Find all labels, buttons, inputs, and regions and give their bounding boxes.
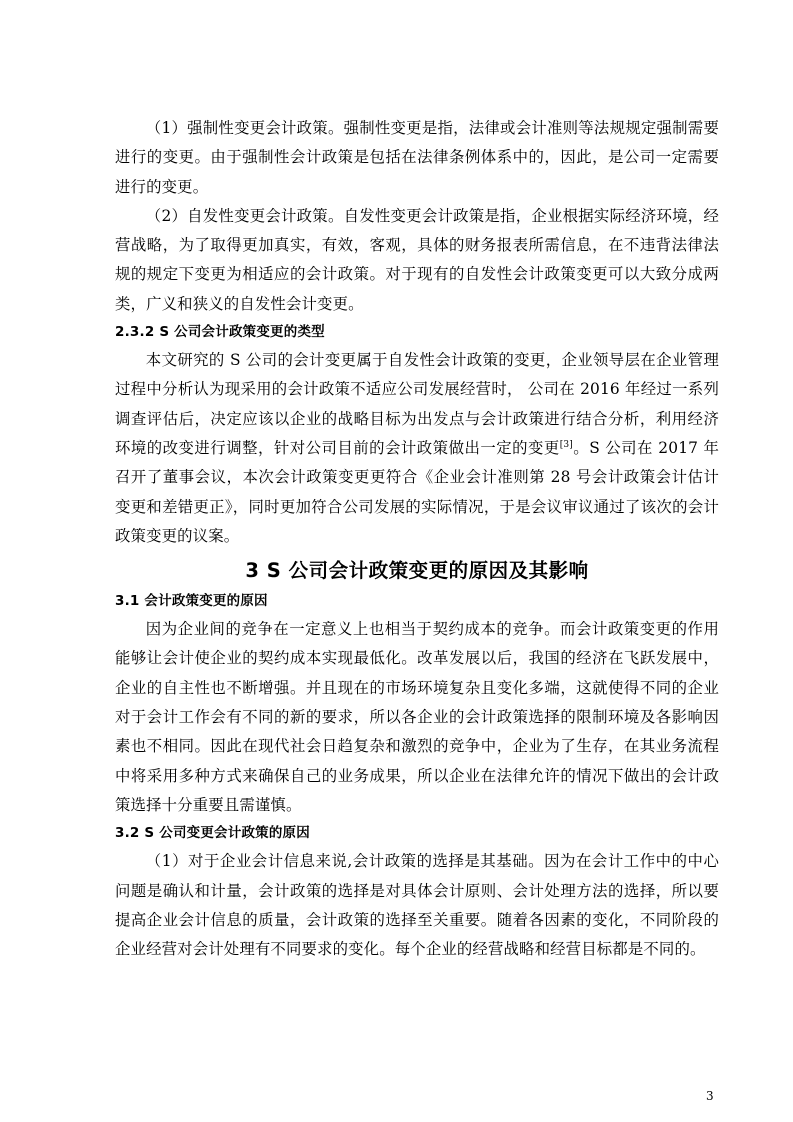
paragraph-change-type	[115, 346, 719, 551]
paragraph-change-type-part1: 本文研究的 S 公司的会计变更属于自发性会计政策的变更，企业领导层在企业管理过程中分析认为现采用的会计政策不适应公司发展经营时， 公司在 2016 年经过一系列调查评估后，决定应该以企业的战略目标为出发点与会计政策进行结合分析，利用经济环境的改变进行调整，针对公司目前的会计政策做出一定的变更	[115, 351, 719, 457]
page-number: 3	[706, 1089, 714, 1103]
section-heading-3-2: 3.2 S 公司变更会计政策的原因	[115, 825, 310, 842]
citation-reference: [3]	[559, 439, 573, 450]
paragraph-reasons-general: 因为企业间的竞争在一定意义上也相当于契约成本的竞争。而会计政策变更的作用能够让会计使企业的契约成本实现最低化。改革发展以后，我国的经济在飞跃发展中，企业的自主性也不断增强。并且现在的市场环境复杂且变化多端，这就使得不同的企业对于会计工作会有不同的新的要求，所以各企业的会计政策选择的限制环境及各影响因素也不相同。因此在现代社会日趋复杂和激烈的竞争中，企业为了生存，在其业务流程中将采用多种方式来确保自己的业务成果，所以企业在法律允许的情况下做出的会计政策选择十分重要且需谨慎。	[115, 620, 719, 814]
chapter-title-3: 3 S 公司会计政策变更的原因及其影响	[245, 559, 589, 583]
paragraph-voluntary-change: （2）自发性变更会计政策。自发性变更会计政策是指，企业根据实际经济环境，经营战略，为了取得更加真实，有效，客观，具体的财务报表所需信息，在不违背法律法规的规定下变更为相适应的会计政策。对于现有的自发性会计政策变更可以大致分成两类，广义和狭义的自发性会计变更。	[115, 206, 719, 313]
section-heading-2-3-2: 2.3.2 S 公司会计政策变更的类型	[115, 324, 325, 341]
paragraph-reasons-company: （1）对于企业会计信息来说,会计政策的选择是其基础。因为在会计工作中的中心问题是确认和计量，会计政策的选择是对具体会计原则、会计处理方法的选择，所以要提高企业会计信息的质量，会计政策的选择至关重要。随着各因素的变化，不同阶段的企业经营对会计处理有不同要求的变化。每个企业的经营战略和经营目标都是不同的。	[115, 852, 719, 959]
paragraph-change-type-part2: 。S 公司在 2017 年召开了董事会议，本次会计政策变更更符合《企业会计准则第 28 号会计政策会计估计变更和差错更正》，同时更加符合公司发展的实际情况，于是会议审议通过了该次的会计政策变更的议案。	[115, 438, 720, 545]
section-heading-3-1: 3.1 会计政策变更的原因	[115, 593, 268, 610]
page-body	[115, 114, 719, 964]
paragraph-mandatory-change: （1）强制性变更会计政策。强制性变更是指，法律或会计准则等法规规定强制需要进行的变更。由于强制性会计政策是包括在法律条例体系中的，因此，是公司一定需要进行的变更。	[115, 119, 719, 196]
